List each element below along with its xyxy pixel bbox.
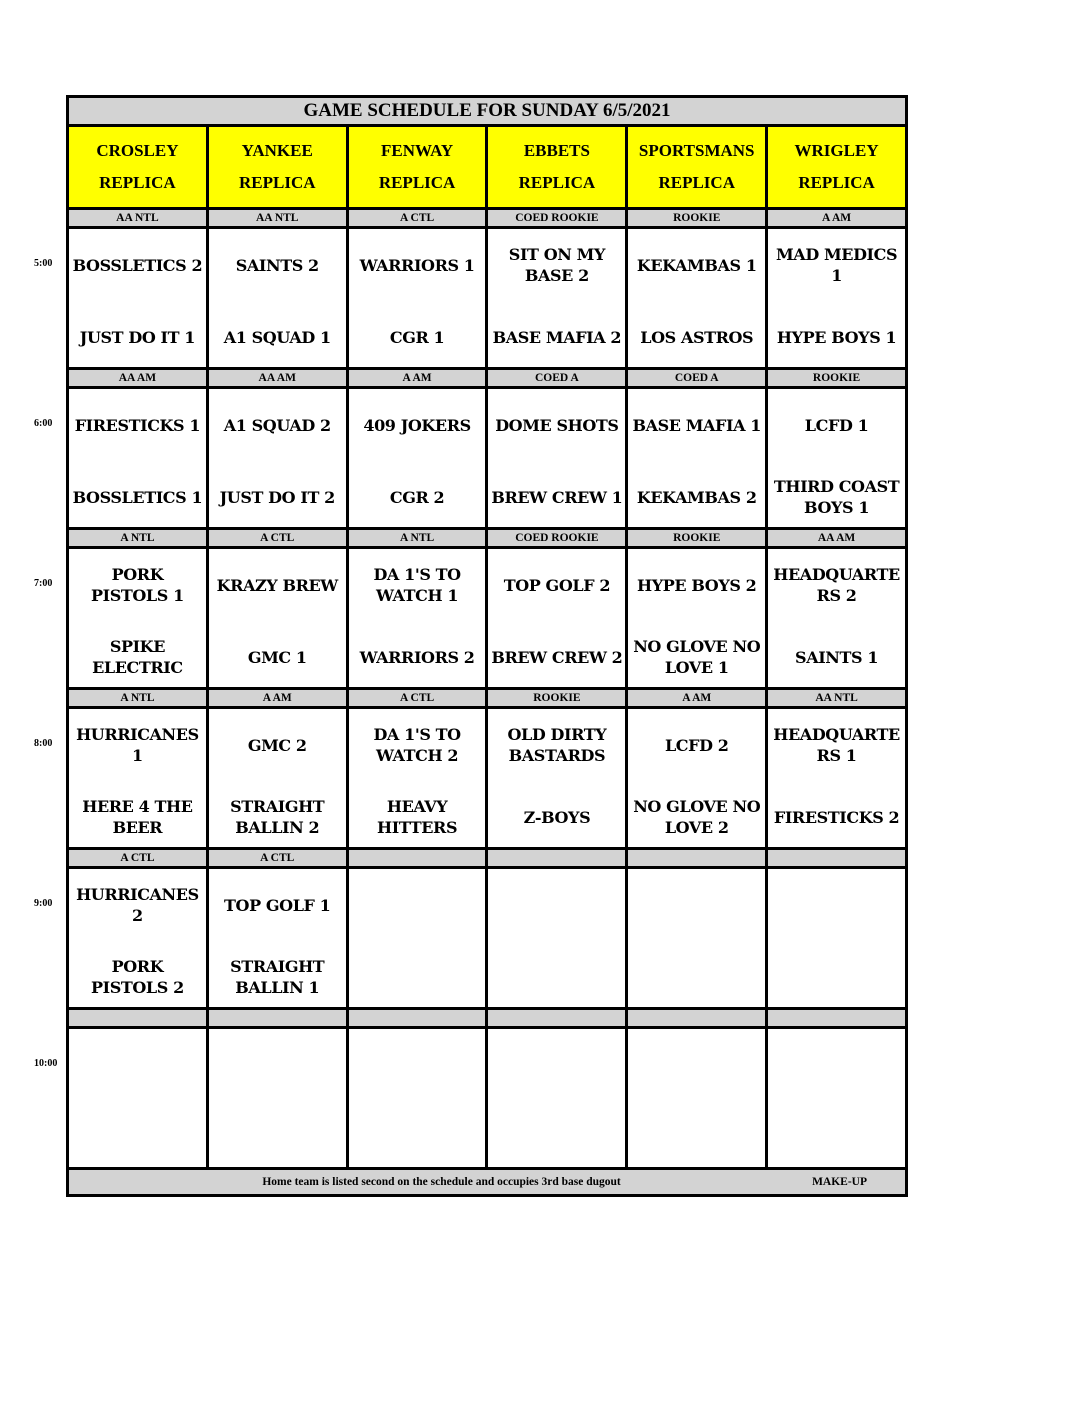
game-cell	[347, 1028, 487, 1169]
field-name: WRIGLEY	[794, 141, 879, 160]
game-cell	[487, 708, 627, 849]
home-team: JUST DO IT 1	[79, 327, 196, 347]
division-label: A AM	[207, 689, 347, 708]
home-team: THIRD COAST BOYS 1	[773, 477, 900, 517]
away-team: DA 1'S TO WATCH 2	[373, 725, 461, 765]
home-team: WARRIORS 2	[359, 647, 475, 667]
away-team: HURRICANES 2	[76, 885, 199, 925]
game-cell	[207, 548, 347, 689]
game-cell	[68, 1028, 208, 1169]
away-team: PORK PISTOLS 1	[91, 565, 184, 605]
division-row	[68, 209, 907, 228]
field-header	[627, 126, 767, 209]
field-name: CROSLEY	[96, 141, 179, 160]
game-cell	[627, 388, 767, 529]
away-team: A1 SQUAD 2	[223, 415, 331, 435]
time-label: 10:00	[34, 1057, 58, 1069]
away-team	[630, 1040, 763, 1090]
away-team: LCFD 1	[804, 415, 869, 435]
division-label: A CTL	[347, 209, 487, 228]
home-team	[490, 1112, 623, 1162]
division-label: COED ROOKIE	[487, 529, 627, 548]
time-label: 8:00	[34, 737, 53, 749]
division-row	[68, 689, 907, 708]
division-row	[68, 1009, 907, 1028]
division-label	[207, 1009, 347, 1028]
time-label: 6:00	[34, 417, 53, 429]
home-team: JUST DO IT 2	[219, 487, 335, 507]
home-team	[351, 1112, 484, 1162]
home-team	[630, 952, 763, 1002]
away-team: GMC 2	[247, 735, 307, 755]
home-team: HYPE BOYS 1	[776, 327, 897, 347]
field-header	[68, 126, 208, 209]
division-label	[487, 1009, 627, 1028]
game-cell	[347, 708, 487, 849]
away-team: HYPE BOYS 2	[637, 575, 757, 595]
game-cell	[627, 548, 767, 689]
away-team: KEKAMBAS 1	[636, 255, 757, 275]
away-team: BOSSLETICS 2	[72, 255, 203, 275]
field-header	[767, 126, 907, 209]
home-team: STRAIGHT BALLIN 2	[230, 797, 325, 837]
division-label: A AM	[627, 689, 767, 708]
home-team: BREW CREW 2	[491, 647, 623, 667]
home-team: BOSSLETICS 1	[72, 487, 203, 507]
division-label: AA AM	[68, 369, 208, 388]
time-column	[0, 0, 66, 1408]
home-team: Z-BOYS	[523, 807, 591, 827]
division-label: A CTL	[207, 849, 347, 868]
field-header	[207, 126, 347, 209]
home-team: GMC 1	[247, 647, 307, 667]
division-label: A NTL	[68, 529, 208, 548]
field-subtitle: REPLICA	[798, 173, 875, 192]
away-team: DOME SHOTS	[495, 415, 619, 435]
away-team: 409 JOKERS	[363, 415, 471, 435]
field-header	[347, 126, 487, 209]
field-header	[487, 126, 627, 209]
field-name: FENWAY	[381, 141, 454, 160]
home-team: CGR 2	[389, 487, 445, 507]
game-cell	[627, 228, 767, 369]
game-row	[68, 228, 907, 369]
away-team	[490, 1040, 623, 1090]
game-cell	[207, 388, 347, 529]
footer-cell	[68, 1169, 907, 1196]
division-row	[68, 529, 907, 548]
page-title: GAME SCHEDULE FOR SUNDAY 6/5/2021	[68, 97, 907, 126]
game-row	[68, 388, 907, 529]
game-cell	[767, 388, 907, 529]
away-team	[71, 1040, 204, 1090]
home-team	[630, 1112, 763, 1162]
away-team: BASE MAFIA 1	[632, 415, 761, 435]
time-label: 5:00	[34, 257, 53, 269]
time-label: 9:00	[34, 897, 53, 909]
field-name: SPORTSMANS	[638, 141, 755, 160]
division-label: A NTL	[68, 689, 208, 708]
home-team: FIRESTICKS 2	[773, 807, 900, 827]
game-cell	[487, 548, 627, 689]
field-subtitle: REPLICA	[658, 173, 735, 192]
home-team: BASE MAFIA 2	[492, 327, 622, 347]
game-row	[68, 708, 907, 849]
game-cell	[767, 228, 907, 369]
game-cell	[767, 548, 907, 689]
division-label: A NTL	[347, 529, 487, 548]
away-team: OLD DIRTY BASTARDS	[507, 725, 607, 765]
home-team: NO GLOVE NO LOVE 1	[633, 637, 761, 677]
home-team: LOS ASTROS	[640, 327, 754, 347]
division-label: AA NTL	[767, 689, 907, 708]
away-team: LCFD 2	[664, 735, 729, 755]
field-header-row	[68, 126, 907, 209]
game-cell	[207, 1028, 347, 1169]
game-cell	[347, 228, 487, 369]
division-label: A CTL	[347, 689, 487, 708]
division-label: A CTL	[68, 849, 208, 868]
game-cell	[68, 388, 208, 529]
home-team: BREW CREW 1	[491, 487, 623, 507]
field-name: EBBETS	[523, 141, 590, 160]
away-team	[351, 880, 484, 930]
division-label: A CTL	[207, 529, 347, 548]
away-team	[630, 880, 763, 930]
title-row	[68, 97, 907, 126]
game-cell	[487, 1028, 627, 1169]
division-label	[767, 1009, 907, 1028]
away-team: MAD MEDICS 1	[776, 245, 898, 285]
away-team	[770, 880, 903, 930]
division-label: A AM	[767, 209, 907, 228]
division-row	[68, 849, 907, 868]
field-subtitle: REPLICA	[99, 173, 176, 192]
division-label: ROOKIE	[487, 689, 627, 708]
game-cell	[627, 868, 767, 1009]
away-team: HEADQUARTE RS 2	[773, 565, 900, 605]
game-cell	[347, 868, 487, 1009]
home-team: SPIKE ELECTRIC	[92, 637, 183, 677]
game-cell	[767, 868, 907, 1009]
game-cell	[627, 708, 767, 849]
division-label	[767, 849, 907, 868]
field-subtitle: REPLICA	[518, 173, 596, 192]
away-team: WARRIORS 1	[359, 255, 475, 275]
field-subtitle: REPLICA	[378, 173, 456, 192]
schedule-sheet	[66, 95, 908, 1197]
division-label: ROOKIE	[767, 369, 907, 388]
home-team: PORK PISTOLS 2	[91, 957, 184, 997]
division-label: COED A	[627, 369, 767, 388]
division-label: ROOKIE	[627, 209, 767, 228]
game-cell	[347, 388, 487, 529]
division-label: COED ROOKIE	[487, 209, 627, 228]
game-row	[68, 868, 907, 1009]
home-team: STRAIGHT BALLIN 1	[230, 957, 325, 997]
home-team: CGR 1	[389, 327, 445, 347]
schedule-table	[66, 95, 908, 1197]
game-cell	[767, 708, 907, 849]
game-cell	[68, 708, 208, 849]
away-team: HEADQUARTE RS 1	[773, 725, 900, 765]
division-label: A AM	[347, 369, 487, 388]
home-team	[211, 1112, 344, 1162]
game-cell	[347, 548, 487, 689]
home-team	[770, 952, 903, 1002]
away-team	[490, 880, 623, 930]
game-row	[68, 548, 907, 689]
division-label: AA AM	[207, 369, 347, 388]
home-team: HERE 4 THE BEER	[82, 797, 193, 837]
game-cell	[207, 708, 347, 849]
away-team	[211, 1040, 344, 1090]
game-cell	[767, 1028, 907, 1169]
game-cell	[68, 548, 208, 689]
division-label	[68, 1009, 208, 1028]
footer-row	[68, 1169, 907, 1196]
home-team: KEKAMBAS 2	[636, 487, 757, 507]
game-cell	[487, 868, 627, 1009]
division-label	[347, 1009, 487, 1028]
away-team: KRAZY BREW	[216, 575, 338, 595]
away-team	[770, 1040, 903, 1090]
division-label: AA NTL	[207, 209, 347, 228]
away-team: SIT ON MY BASE 2	[508, 245, 605, 285]
game-row	[68, 1028, 907, 1169]
game-cell	[487, 388, 627, 529]
footer-note: Home team is listed second on the schedule and occupies 3rd base dugout	[262, 1176, 621, 1188]
game-cell	[68, 228, 208, 369]
game-cell	[68, 868, 208, 1009]
home-team	[71, 1112, 204, 1162]
away-team: HURRICANES 1	[76, 725, 199, 765]
division-label	[487, 849, 627, 868]
field-subtitle: REPLICA	[238, 173, 316, 192]
away-team: FIRESTICKS 1	[74, 415, 201, 435]
home-team	[490, 952, 623, 1002]
home-team	[770, 1112, 903, 1162]
game-cell	[207, 228, 347, 369]
division-row	[68, 369, 907, 388]
division-label	[627, 849, 767, 868]
field-name: YANKEE	[241, 141, 313, 160]
game-cell	[207, 868, 347, 1009]
makeup-label: MAKE-UP	[812, 1176, 867, 1188]
division-label: COED A	[487, 369, 627, 388]
home-team: HEAVY HITTERS	[377, 797, 458, 837]
away-team: SAINTS 2	[235, 255, 319, 275]
game-cell	[627, 1028, 767, 1169]
home-team: A1 SQUAD 1	[223, 327, 331, 347]
time-label: 7:00	[34, 577, 53, 589]
division-label: AA AM	[767, 529, 907, 548]
division-label: AA NTL	[68, 209, 208, 228]
division-label: ROOKIE	[627, 529, 767, 548]
division-label	[347, 849, 487, 868]
home-team: SAINTS 1	[795, 647, 879, 667]
home-team	[351, 952, 484, 1002]
away-team: TOP GOLF 1	[224, 895, 331, 915]
game-cell	[487, 228, 627, 369]
home-team: NO GLOVE NO LOVE 2	[633, 797, 761, 837]
away-team	[351, 1040, 484, 1090]
away-team: TOP GOLF 2	[503, 575, 611, 595]
division-label	[627, 1009, 767, 1028]
away-team: DA 1'S TO WATCH 1	[373, 565, 461, 605]
